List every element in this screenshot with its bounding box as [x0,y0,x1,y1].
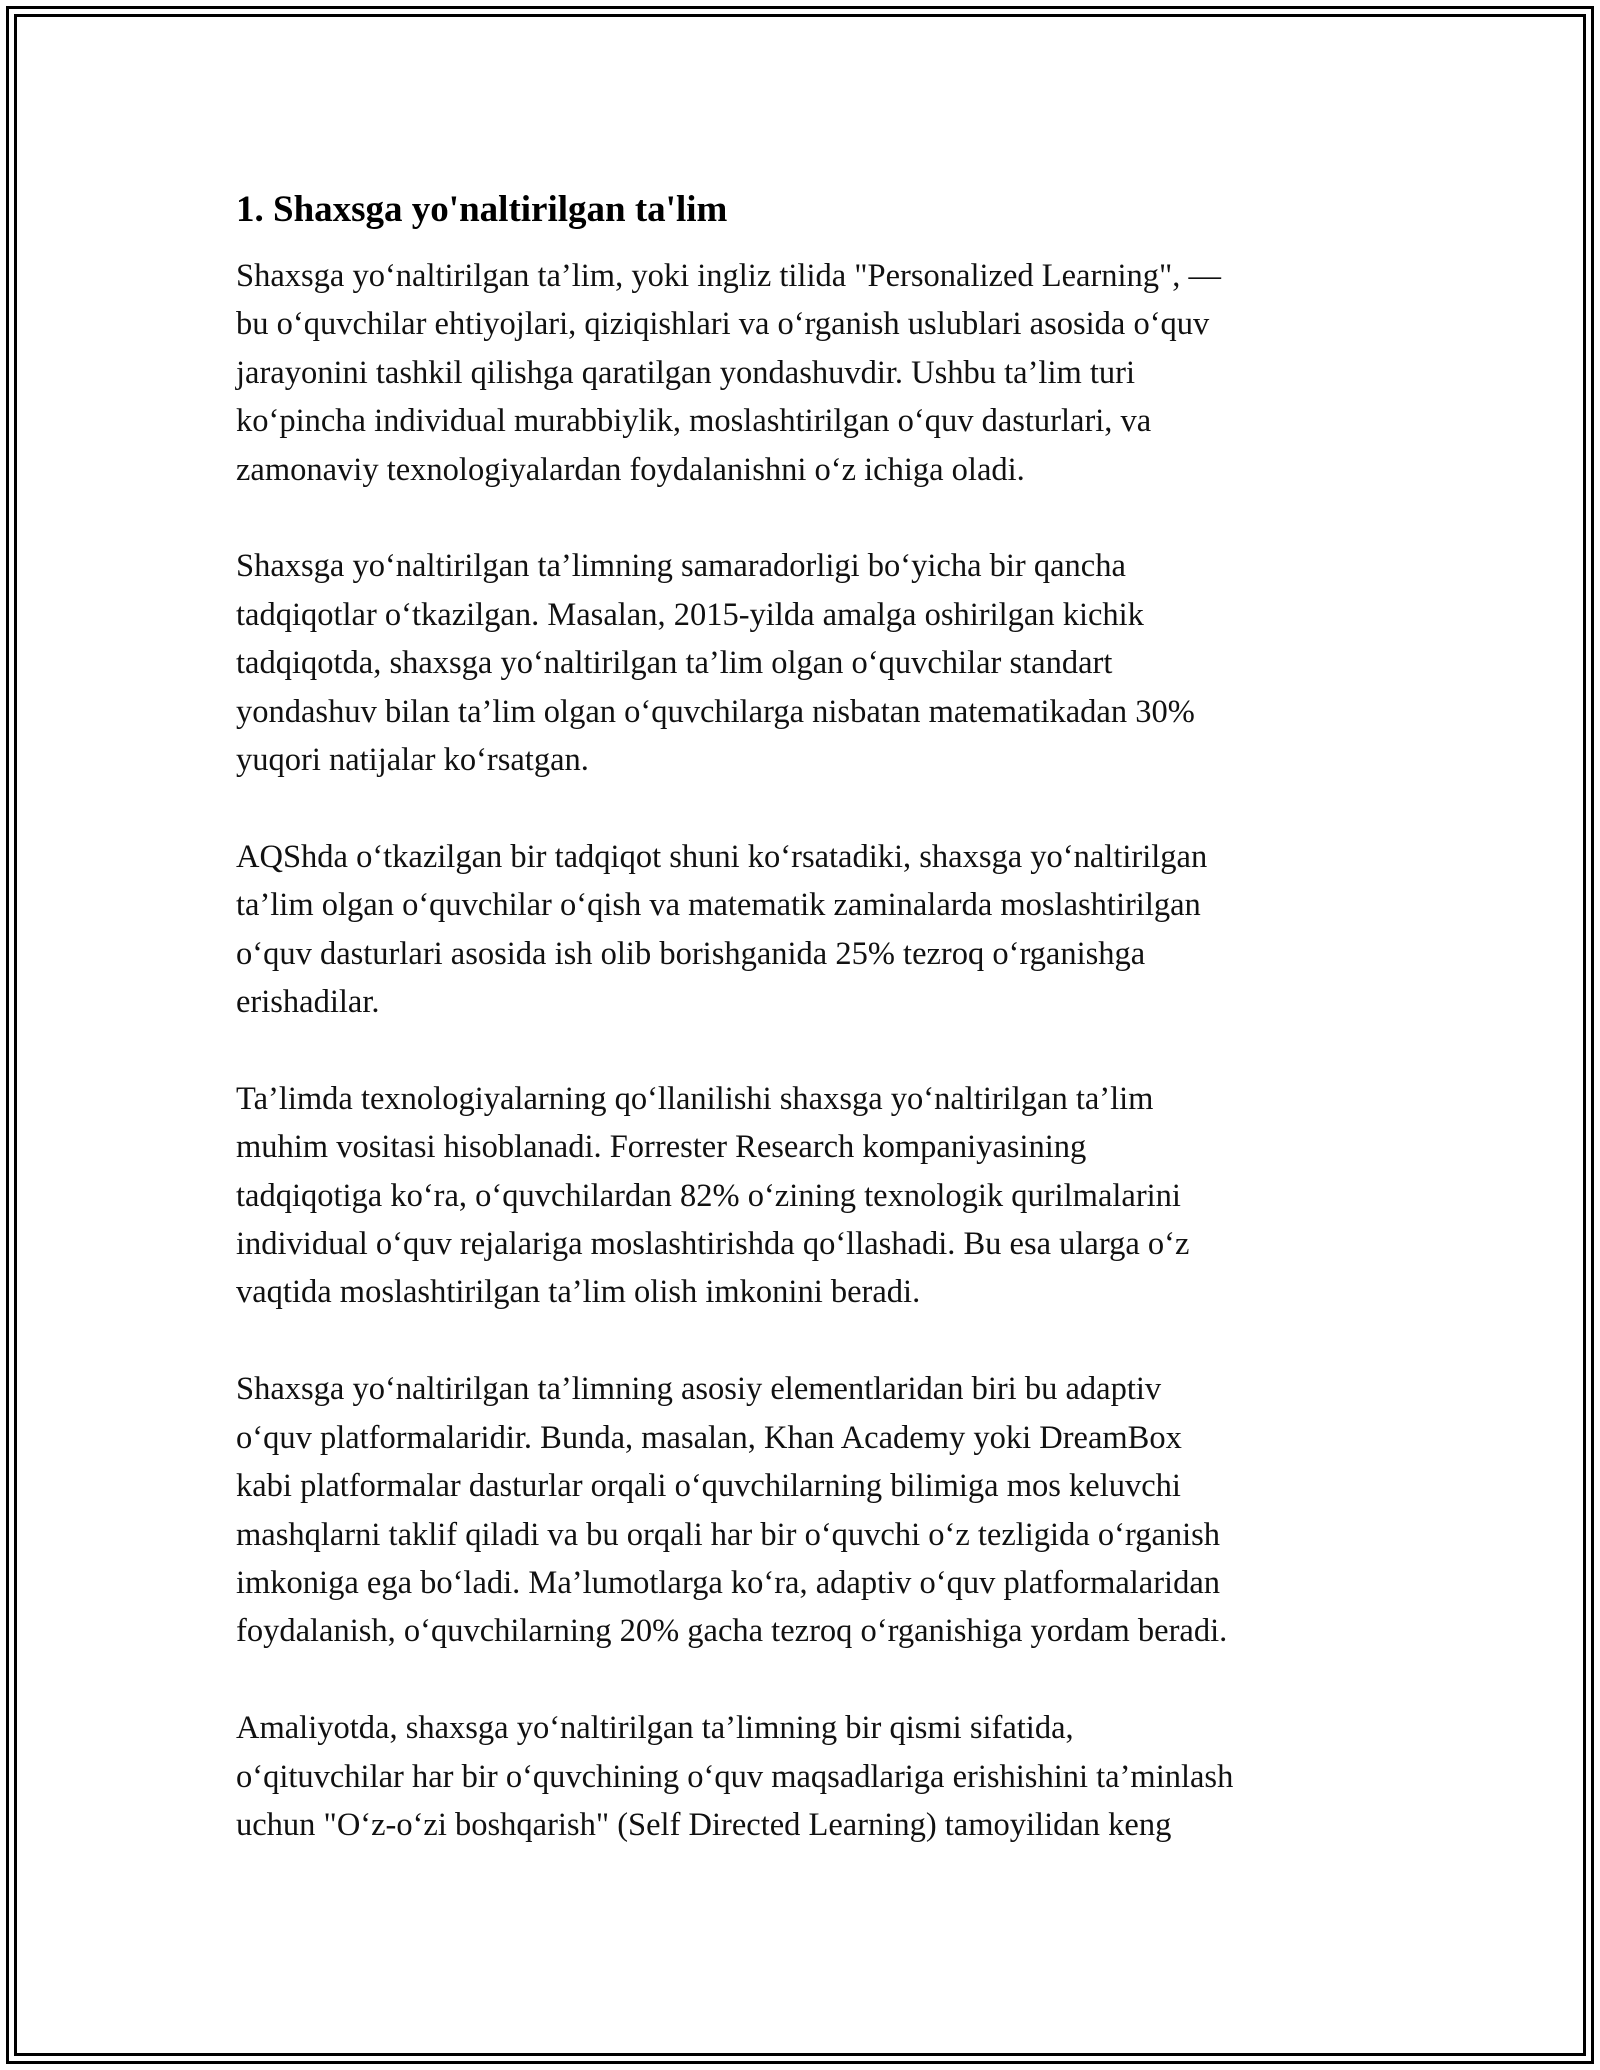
paragraph-practice: Amaliyotda, shaxsga yo‘naltirilgan ta’limning bir qismi sifatida, o‘qituvchilar har bir o‘quvchining o‘quv maqsadlariga erishishini ta’minlash uchun "O‘z-o‘zi boshqarish" (Self Directed Learning) tamoyilidan keng [236,1710,1234,1843]
paragraph-usa-study: AQShda o‘tkazilgan bir tadqiqot shuni ko‘rsatadiki, shaxsga yo‘naltirilgan ta’lim olgan o‘quvchilar o‘qish va matematik zaminalarda moslashtirilgan o‘quv dasturlari asosida ish olib borishganida 25% tezroq o‘rganishga erishadilar. [236,838,1208,1021]
document-body [236,186,1366,1898]
section-heading: 1. Shaxsga yo'naltirilgan ta'lim [236,189,728,230]
paragraph-technology: Ta’limda texnologiyalarning qo‘llanilishi shaxsga yo‘naltirilgan ta’lim muhim vositasi hisoblanadi. Forrester Research kompaniyasining tadqiqotiga ko‘ra, o‘quvchilardan 82% o‘zining texnologik qurilmalarini individual o‘quv rejalariga moslashtirishda qo‘llashadi. Bu esa ularga o‘z vaqtida moslashtirilgan ta’lim olish imkonini beradi. [236,1080,1190,1311]
paragraph-intro: Shaxsga yo‘naltirilgan ta’lim, yoki ingliz tilida "Personalized Learning", — bu o‘quvchilar ehtiyojlari, qiziqishlari va o‘rganish uslublari asosida o‘quv jarayonini tashkil qilishga qaratilgan yondashuvdir. Ushbu ta’lim turi ko‘pincha individual murabbiylik, moslashtirilgan o‘quv dasturlari, va zamonaviy texnologiyalardan foydalanishni o‘z ichiga oladi. [236,258,1222,488]
paragraph-adaptive-platforms: Shaxsga yo‘naltirilgan ta’limning asosiy elementlaridan biri bu adaptiv o‘quv platformalaridir. Bunda, masalan, Khan Academy yoki DreamBox kabi platformalar dasturlar orqali o‘quvchilarning bilimiga mos keluvchi mashqlarni taklif qiladi va bu orqali har bir o‘quvchi o‘z tezligida o‘rganish imkoniga ega bo‘ladi. Ma’lumotlarga ko‘ra, adaptiv o‘quv platformalaridan foydalanish, o‘quvchilarning 20% gacha tezroq o‘rganishiga yordam beradi. [236,1371,1228,1650]
paragraph-effectiveness: Shaxsga yo‘naltirilgan ta’limning samaradorligi bo‘yicha bir qancha tadqiqotlar o‘tkazilgan. Masalan, 2015-yilda amalga oshirilgan kichik tadqiqotda, shaxsga yo‘naltirilgan ta’lim olgan o‘quvchilar standart yondashuv bilan ta’lim olgan o‘quvchilarga nisbatan matematikadan 30% yuqori natijalar ko‘rsatgan. [236,548,1195,779]
